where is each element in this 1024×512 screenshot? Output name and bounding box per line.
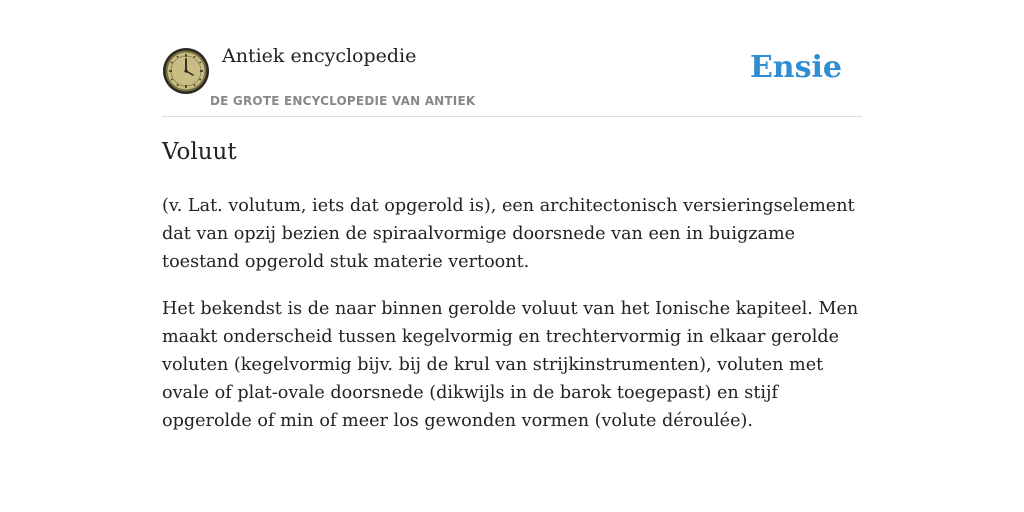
site-title[interactable]: Antiek encyclopedie [222, 45, 417, 67]
article-body [162, 192, 872, 454]
article-paragraph: (v. Lat. volutum, iets dat opgerold is), een architectonisch versieringselement dat van opzij bezien de spiraalvormige doorsnede van een in buigzame toestand opgerold stuk materie vertoont. [162, 196, 855, 272]
antique-clock-icon[interactable] [162, 47, 210, 95]
article-paragraph: Het bekendst is de naar binnen gerolde voluut van het Ionische kapiteel. Men maakt onderscheid tussen kegelvormig en trechtervormig in elkaar gerolde voluten (kegelvormig bijv. bij de krul van strijkinstrumenten), voluten met ovale of plat-ovale doorsnede (dikwijls in de barok toegepast) en stijf opgerolde of min of meer los gewonden vormen (volute déroulée). [162, 299, 859, 431]
article-title: Voluut [162, 139, 237, 165]
site-header [162, 0, 862, 117]
site-subtitle: DE GROTE ENCYCLOPEDIE VAN ANTIEK [210, 94, 476, 108]
brand-logo[interactable]: Ensie [749, 50, 842, 85]
